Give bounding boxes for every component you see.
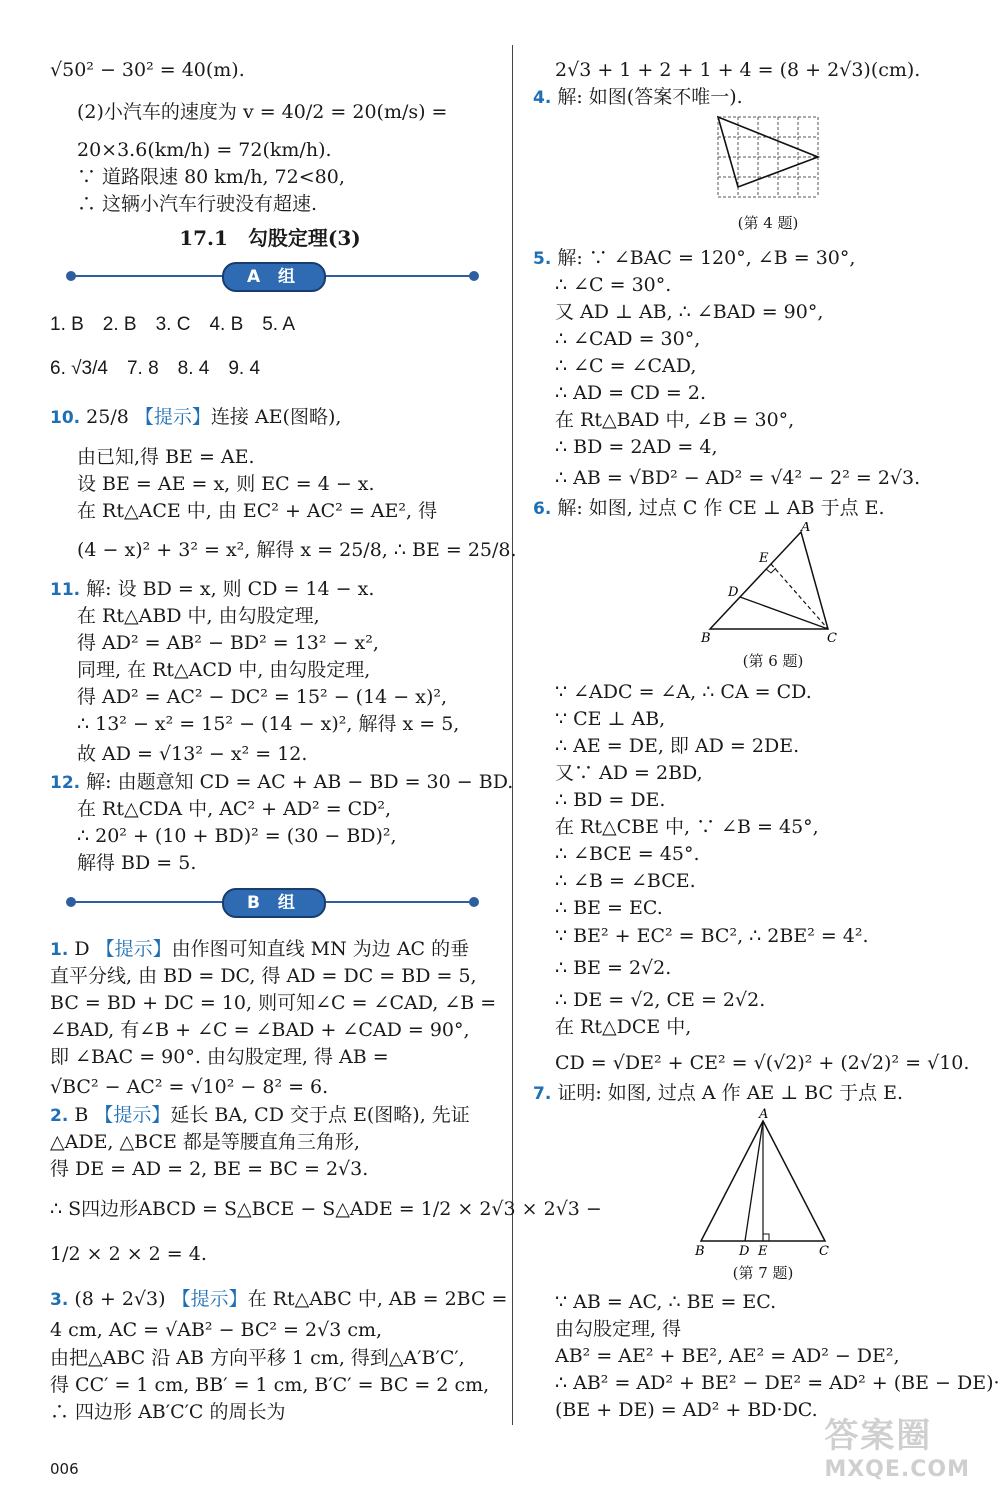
text-line: 又 AD ⊥ AB, ∴ ∠BAD = 90°,	[555, 301, 824, 323]
text-line: 由把△ABC 沿 AB 方向平移 1 cm, 得到△A′B′C′,	[50, 1347, 465, 1369]
grid-lines	[718, 117, 818, 197]
figure-4-grid	[713, 112, 823, 212]
text-line: ∴ S四边形ABCD = S△BCE − S△ADE = 1/2 × 2√3 × 2√3 −	[50, 1198, 602, 1220]
b-question-1-head	[50, 937, 469, 962]
question-number: 7.	[533, 1084, 552, 1104]
text-line: 得 AD² = AB² − BD² = 13² − x²,	[77, 632, 379, 654]
text-line: ∴ ∠BCE = 45°.	[555, 843, 700, 865]
group-b-banner	[70, 888, 475, 916]
text-line: 同理, 在 Rt△ACD 中, 由勾股定理,	[77, 659, 371, 681]
label-c: C	[819, 1244, 829, 1258]
hint-label: 【提示】	[94, 1104, 171, 1126]
banner-dot	[469, 271, 479, 281]
b-question-3-head	[50, 1287, 507, 1312]
hint-text: 延长 BA, CD 交于点 E(图略), 先证	[170, 1104, 470, 1126]
watermark	[824, 1408, 970, 1482]
label-b: B	[701, 631, 711, 646]
question-6-head	[533, 496, 885, 521]
text-line: ∴ BE = 2√2.	[555, 957, 672, 979]
hint-text: 连接 AE(图略),	[210, 406, 342, 428]
text-line: ∴ BD = DE.	[555, 789, 666, 811]
text-line: △ADE, △BCE 都是等腰直角三角形,	[50, 1131, 360, 1153]
question-12-head	[50, 770, 513, 795]
question-11-head	[50, 577, 374, 602]
question-4-head	[533, 85, 743, 110]
text-line: 由已知,得 BE = AE.	[77, 446, 255, 468]
label-c: C	[827, 631, 837, 646]
question-number: 11.	[50, 580, 81, 600]
label-d: D	[739, 1244, 750, 1258]
label-d: D	[728, 585, 739, 600]
question-10-head	[50, 405, 341, 430]
text-line: 1/2 × 2 × 2 = 4.	[50, 1243, 207, 1265]
text: 证明: 如图, 过点 A 作 AE ⊥ BC 于点 E.	[557, 1082, 904, 1104]
banner-dot	[469, 897, 479, 907]
text-line: 解得 BD = 5.	[77, 852, 197, 874]
figure-6-triangle	[698, 522, 848, 647]
text-line: ∠BAD, 有∠B + ∠C = ∠BAD + ∠CAD = 90°,	[50, 1019, 470, 1041]
hint-text: 在 Rt△ABC 中, AB = 2BC =	[247, 1288, 508, 1310]
text-line: 在 Rt△CDA 中, AC² + AD² = CD²,	[77, 798, 392, 820]
text: 解: 如图, 过点 C 作 CE ⊥ AB 于点 E.	[557, 497, 885, 519]
text-line: ∴ DE = √2, CE = 2√2.	[555, 989, 766, 1011]
question-number: 10.	[50, 408, 81, 428]
banner-dot	[66, 271, 76, 281]
text-line: BC = BD + DC = 10, 则可知∠C = ∠CAD, ∠B =	[50, 992, 497, 1014]
question-number: 3.	[50, 1290, 69, 1310]
figure-4-caption: (第 4 题)	[737, 214, 799, 232]
text-line: 得 AD² = AC² − DC² = 15² − (14 − x)²,	[77, 686, 448, 708]
a-answers-row-1: 1. B 2. B 3. C 4. B 5. A	[50, 314, 295, 335]
text-line: ∵ ∠ADC = ∠A, ∴ CA = CD.	[555, 681, 812, 703]
label-a: A	[759, 1107, 769, 1122]
text-line: (2)小汽车的速度为 v = 40/2 = 20(m/s) =	[77, 101, 448, 123]
text-line: √BC² − AC² = √10² − 8² = 6.	[50, 1076, 329, 1098]
answer: B	[74, 1104, 89, 1126]
text-line: 直平分线, 由 BD = DC, 得 AD = DC = BD = 5,	[50, 965, 477, 987]
figure-6-caption: (第 6 题)	[742, 652, 804, 670]
question-7-head	[533, 1081, 903, 1106]
text-line: ∵ CE ⊥ AB,	[555, 708, 666, 730]
text-line: ∴ 20² + (10 + BD)² = (30 − BD)²,	[77, 825, 397, 847]
hint-label: 【提示】	[171, 1288, 248, 1310]
text-line: ∴ AB = √BD² − AD² = √4² − 2² = 2√3.	[555, 467, 921, 489]
group-a-label: A 组	[222, 262, 326, 292]
question-number: 4.	[533, 88, 552, 108]
label-e: E	[758, 1244, 768, 1258]
text-line: 由勾股定理, 得	[555, 1318, 682, 1340]
text-line: (4 − x)² + 3² = x², 解得 x = 25/8, ∴ BE = 25/8.	[77, 539, 517, 561]
text-line: ∵ BE² + EC² = BC², ∴ 2BE² = 4².	[555, 925, 869, 947]
question-number: 5.	[533, 249, 552, 269]
question-5-head	[533, 246, 855, 271]
text-line: ∴ ∠B = ∠BCE.	[555, 870, 696, 892]
text-line: 在 Rt△CBE 中, ∵ ∠B = 45°,	[555, 816, 819, 838]
text-line: 又∵ AD = 2BD,	[555, 762, 703, 784]
text-line: ∴ BD = 2AD = 4,	[555, 436, 718, 458]
question-number: 12.	[50, 773, 81, 793]
hint-label: 【提示】	[134, 406, 211, 428]
text-line: ∴ ∠C = 30°.	[555, 274, 672, 296]
text-line: 4 cm, AC = √AB² − BC² = 2√3 cm,	[50, 1319, 383, 1341]
hint-label: 【提示】	[95, 938, 172, 960]
b-question-2-head	[50, 1103, 470, 1128]
text-line: ∴ ∠C = ∠CAD,	[555, 355, 697, 377]
text-line: 在 Rt△ACE 中, 由 EC² + AC² = AE², 得	[77, 500, 438, 522]
text-line: ∵ 道路限速 80 km/h, 72<80,	[77, 166, 345, 188]
watermark-bottom: MXQE.COM	[824, 1457, 970, 1482]
answer: (8 + 2√3)	[74, 1288, 166, 1310]
text-line: ∴ 四边形 AB′C′C 的周长为	[50, 1401, 286, 1423]
segment-dc	[740, 597, 828, 629]
banner-dot	[66, 897, 76, 907]
text-line: 即 ∠BAC = 90°. 由勾股定理, 得 AB =	[50, 1046, 389, 1068]
text-line: 20×3.6(km/h) = 72(km/h).	[77, 139, 332, 161]
text-line: 得 DE = AD = 2, BE = BC = 2√3.	[50, 1158, 369, 1180]
text-line: 2√3 + 1 + 2 + 1 + 4 = (8 + 2√3)(cm).	[555, 59, 921, 81]
text: 解: 设 BD = x, 则 CD = 14 − x.	[86, 578, 375, 600]
group-b-label: B 组	[222, 888, 326, 918]
text-line: ∴ AD = CD = 2.	[555, 382, 706, 404]
text-line: √50² − 30² = 40(m).	[50, 59, 245, 81]
hint-text: 由作图可知直线 MN 为边 AC 的垂	[171, 938, 470, 960]
a-answers-row-2: 6. √3/4 7. 8 8. 4 9. 4	[50, 358, 261, 379]
text-line: 设 BE = AE = x, 则 EC = 4 − x.	[77, 473, 375, 495]
text-line: 在 Rt△BAD 中, ∠B = 30°,	[555, 409, 795, 431]
text-line: ∴ 13² − x² = 15² − (14 − x)², 解得 x = 5,	[77, 713, 460, 735]
text: 解: 由题意知 CD = AC + AB − BD = 30 − BD.	[86, 771, 514, 793]
group-a-banner	[70, 262, 475, 290]
text-line: 得 CC′ = 1 cm, BB′ = 1 cm, B′C′ = BC = 2 cm,	[50, 1374, 490, 1396]
label-e: E	[759, 551, 769, 566]
right-angle-mark	[763, 1234, 769, 1241]
question-number: 2.	[50, 1106, 69, 1126]
section-title: 17.1 勾股定理(3)	[179, 226, 361, 250]
text-line: ∴ AE = DE, 即 AD = 2DE.	[555, 735, 800, 757]
text-line: ∴ 这辆小汽车行驶没有超速.	[77, 193, 318, 215]
text-line: ∵ AB = AC, ∴ BE = EC.	[555, 1291, 777, 1313]
text-line: ∴ AB² = AD² + BE² − DE² = AD² + (BE − DE)·	[555, 1372, 1000, 1394]
text-line: 在 Rt△DCE 中,	[555, 1016, 692, 1038]
text: 解: 如图(答案不唯一).	[557, 86, 743, 108]
label-b: B	[695, 1244, 705, 1258]
watermark-top: 答案圈	[824, 1416, 933, 1456]
figure-7-triangle	[693, 1106, 833, 1258]
question-number: 1.	[50, 940, 69, 960]
question-number: 6.	[533, 499, 552, 519]
text-line: (BE + DE) = AD² + BD·DC.	[555, 1399, 818, 1421]
text-line: ∴ ∠CAD = 30°,	[555, 328, 701, 350]
answer: D	[74, 938, 90, 960]
page-number: 006	[50, 1460, 79, 1478]
text-line: ∴ BE = EC.	[555, 897, 663, 919]
text: 解: ∵ ∠BAC = 120°, ∠B = 30°,	[557, 247, 856, 269]
text-line: 在 Rt△ABD 中, 由勾股定理,	[77, 605, 320, 627]
figure-7-caption: (第 7 题)	[732, 1264, 794, 1282]
text-line: 故 AD = √13² − x² = 12.	[77, 743, 308, 765]
answer: 25/8	[86, 406, 129, 428]
triangle-abc	[710, 532, 828, 629]
text-line: AB² = AE² + BE², AE² = AD² − DE²,	[555, 1345, 900, 1367]
label-a: A	[801, 522, 811, 535]
text-line: CD = √DE² + CE² = √(√2)² + (2√2)² = √10.	[555, 1052, 970, 1074]
